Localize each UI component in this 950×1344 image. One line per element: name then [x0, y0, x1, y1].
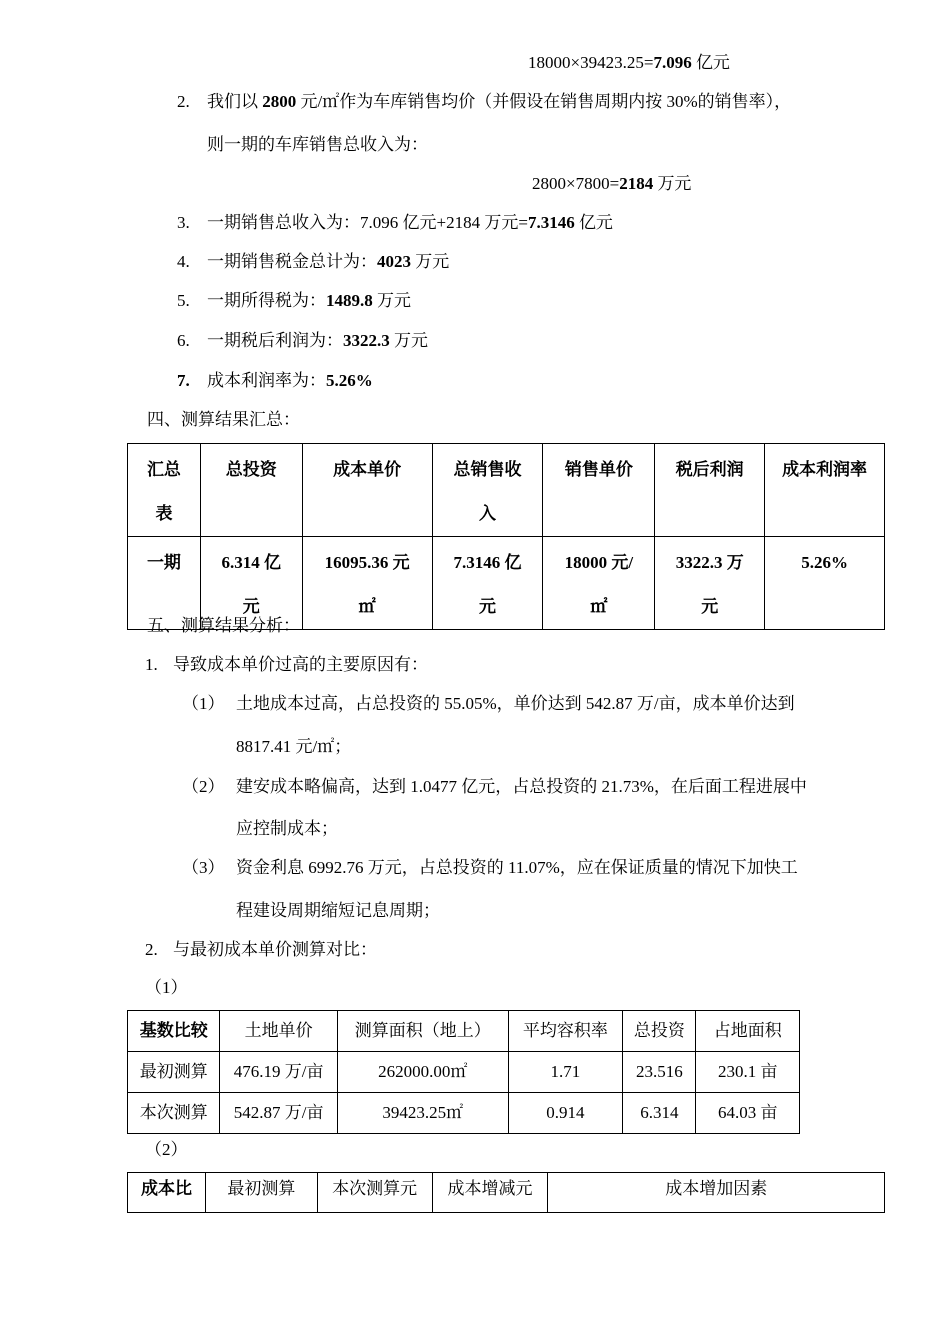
summary-cell: 7.3146 亿 元 — [432, 537, 543, 630]
item-2-continuation: 则一期的车库销售总收入为： — [207, 135, 428, 154]
item-2-number: 2. — [177, 92, 190, 111]
reason-1-number: （1） — [182, 694, 225, 713]
reason-2-text: 建安成本略偏高，达到 1.0477 亿元，占总投资的 21.73%，在后面工程进展中 — [236, 777, 807, 796]
summary-header-cell: 总销售收 入 — [432, 444, 543, 537]
summary-cell: 16095.36 元 ㎡ — [302, 537, 432, 630]
compare-cell: 476.19 万/亩 — [220, 1052, 338, 1093]
reason-2-continuation: 应控制成本； — [236, 819, 338, 838]
table-row — [128, 1052, 800, 1093]
compare-header-cell: 土地单价 — [220, 1011, 338, 1052]
item-4-number: 4. — [177, 252, 190, 271]
summary-header-cell: 税后利润 — [655, 444, 765, 537]
summary-header-cell: 成本利润率 — [765, 444, 885, 537]
sale-revenue-calc: 18000×39423.25=7.096 亿元 — [528, 53, 730, 72]
compare-cell: 262000.00㎡ — [337, 1052, 508, 1093]
reason-1-text: 土地成本过高，占总投资的 55.05%，单价达到 542.87 万/亩，成本单价达到 — [236, 694, 795, 713]
summary-header-row — [128, 444, 885, 537]
summary-cell: 18000 元/ ㎡ — [543, 537, 655, 630]
cost-header-row — [128, 1173, 885, 1213]
item-7-text: 成本利润率为：5.26% — [207, 371, 373, 390]
item-5-number: 5. — [177, 291, 190, 310]
compare-cell: 230.1 亩 — [696, 1052, 800, 1093]
summary-header-cell: 成本单价 — [302, 444, 432, 537]
compare-cell: 0.914 — [508, 1093, 623, 1134]
subsection-2-label: （2） — [145, 1140, 188, 1159]
analysis-2-text: 与最初成本单价测算对比： — [173, 940, 377, 959]
cost-header-cell: 最初测算 — [205, 1173, 317, 1213]
cost-header-cell: 成本增加因素 — [548, 1173, 885, 1213]
compare-table — [127, 1010, 800, 1134]
reason-2-number: （2） — [182, 777, 225, 796]
table-row — [128, 1093, 800, 1134]
summary-cell: 一期 — [128, 537, 201, 630]
compare-cell: 23.516 — [623, 1052, 696, 1093]
summary-table — [127, 443, 885, 630]
compare-header-cell: 基数比较 — [128, 1011, 220, 1052]
compare-cell: 39423.25㎡ — [337, 1093, 508, 1134]
reason-3-text: 资金利息 6992.76 万元，占总投资的 11.07%，应在保证质量的情况下加快工 — [236, 858, 798, 877]
cost-header-cell: 成本比 — [128, 1173, 206, 1213]
analysis-2-number: 2. — [145, 940, 158, 959]
compare-cell: 1.71 — [508, 1052, 623, 1093]
compare-header-cell: 测算面积（地上） — [337, 1011, 508, 1052]
item-3-number: 3. — [177, 213, 190, 232]
item-6-number: 6. — [177, 331, 190, 350]
compare-header-cell: 平均容积率 — [508, 1011, 623, 1052]
compare-cell: 本次测算 — [128, 1093, 220, 1134]
reason-1-continuation: 8817.41 元/㎡； — [236, 737, 352, 756]
reason-3-continuation: 程建设周期缩短记息周期； — [236, 901, 440, 920]
analysis-1-number: 1. — [145, 655, 158, 674]
compare-cell: 6.314 — [623, 1093, 696, 1134]
item-6-text: 一期税后利润为：3322.3 万元 — [207, 331, 428, 350]
cost-table — [127, 1172, 885, 1213]
item-2-text: 我们以 2800 元/㎡作为车库销售均价（并假设在销售周期内按 30%的销售率）， — [207, 92, 792, 111]
analysis-1-text: 导致成本单价过高的主要原因有： — [173, 655, 428, 674]
summary-header-cell: 总投资 — [200, 444, 302, 537]
cost-header-cell: 成本增减元 — [432, 1173, 548, 1213]
subsection-1-label: （1） — [145, 978, 188, 997]
item-3-text: 一期销售总收入为：7.096 亿元+2184 万元=7.3146 亿元 — [207, 213, 613, 232]
reason-3-number: （3） — [182, 858, 225, 877]
section-5-heading: 五、测算结果分析： — [147, 616, 300, 635]
compare-header-cell: 占地面积 — [696, 1011, 800, 1052]
summary-cell: 3322.3 万 元 — [655, 537, 765, 630]
compare-header-row — [128, 1011, 800, 1052]
item-4-text: 一期销售税金总计为：4023 万元 — [207, 252, 450, 271]
summary-header-cell: 汇总 表 — [128, 444, 201, 537]
garage-revenue-calc: 2800×7800=2184 万元 — [532, 174, 692, 193]
compare-cell: 最初测算 — [128, 1052, 220, 1093]
cost-header-cell: 本次测算元 — [317, 1173, 432, 1213]
compare-cell: 542.87 万/亩 — [220, 1093, 338, 1134]
section-4-heading: 四、测算结果汇总： — [147, 410, 300, 429]
compare-cell: 64.03 亩 — [696, 1093, 800, 1134]
item-5-text: 一期所得税为：1489.8 万元 — [207, 291, 411, 310]
summary-cell: 5.26% — [765, 537, 885, 630]
summary-header-cell: 销售单价 — [543, 444, 655, 537]
item-7-number: 7. — [177, 371, 190, 390]
compare-header-cell: 总投资 — [623, 1011, 696, 1052]
summary-cell: 6.314 亿 元 — [200, 537, 302, 630]
